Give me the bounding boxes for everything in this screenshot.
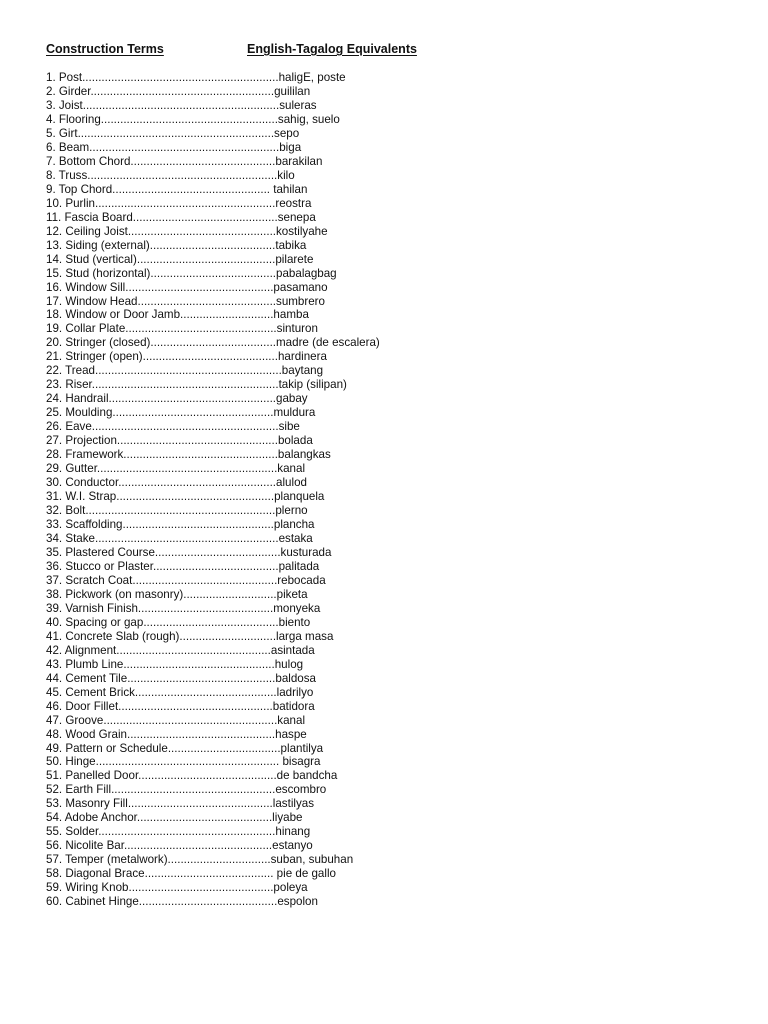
term-entry: 8. Truss...........................................................kilo <box>46 168 295 182</box>
term-entry: 7. Bottom Chord.............................................barakilan <box>46 154 323 168</box>
term-entry: 51. Panelled Door...........................................de bandcha <box>46 769 338 783</box>
term-entry: 24. Handrail....................................................gabay <box>46 392 308 406</box>
term-entry: 26. Eave..........................................................sibe <box>46 420 300 434</box>
term-entry: 53. Masonry Fill.............................................lastilyas <box>46 797 315 811</box>
term-entry: 19. Collar Plate...............................................sinturon <box>46 322 318 336</box>
term-entry: 45. Cement Brick............................................ladrilyo <box>46 685 314 699</box>
term-entry: 11. Fascia Board.............................................senepa <box>46 210 316 224</box>
term-entry: 52. Earth Fill...................................................escombro <box>46 783 327 797</box>
term-entry: 21. Stringer (open)..........................................hardinera <box>46 350 327 364</box>
term-entry: 47. Groove......................................................kanal <box>46 713 306 727</box>
term-entry: 20. Stringer (closed).......................................madre (de escalera) <box>46 336 380 350</box>
term-entry: 33. Scaffolding...............................................plancha <box>46 518 315 531</box>
term-entry: 14. Stud (vertical)...........................................pilarete <box>46 252 314 266</box>
term-entry: 54. Adobe Anchor..........................................liyabe <box>46 811 303 825</box>
term-entry: 25. Moulding..................................................muldura <box>46 406 316 420</box>
term-entry: 28. Framework................................................balangkas <box>46 448 331 462</box>
term-entry: 40. Spacing or gap..........................................biento <box>46 615 311 629</box>
term-entry: 46. Door Fillet................................................batidora <box>46 699 315 713</box>
term-entry: 32. Bolt...........................................................plerno <box>46 504 308 518</box>
term-entry: 35. Plastered Course.......................................kusturada <box>46 545 332 559</box>
term-entry: 58. Diagonal Brace........................................ pie de gallo <box>46 867 336 881</box>
term-entry: 31. W.I. Strap.................................................planquela <box>46 490 325 504</box>
document-header <box>46 42 466 60</box>
term-entry: 2. Girder.........................................................guililan <box>46 84 311 98</box>
term-entry: 13. Siding (external).......................................tabika <box>46 238 307 252</box>
term-entry: 56. Nicolite Bar..............................................estanyo <box>46 839 313 853</box>
term-list <box>46 71 446 909</box>
term-entry: 4. Flooring.......................................................sahig, suelo <box>46 112 340 126</box>
term-entry: 1. Post.............................................................haligE, poste <box>46 71 346 84</box>
term-entry: 42. Alignment................................................asintada <box>46 643 315 657</box>
term-entry: 41. Concrete Slab (rough)..............................larga masa <box>46 629 334 643</box>
term-entry: 43. Plumb Line...............................................hulog <box>46 657 304 671</box>
term-entry: 57. Temper (metalwork)................................suban, subuhan <box>46 853 354 867</box>
term-entry: 59. Wiring Knob.............................................poleya <box>46 881 308 895</box>
term-entry: 6. Beam...........................................................biga <box>46 140 302 154</box>
term-entry: 9. Top Chord................................................. tahilan <box>46 182 308 196</box>
term-entry: 38. Pickwork (on masonry).............................piketa <box>46 587 308 601</box>
term-entry: 44. Cement Tile..............................................baldosa <box>46 671 316 685</box>
term-entry: 49. Pattern or Schedule...................................plantilya <box>46 741 324 755</box>
term-entry: 30. Conductor.................................................alulod <box>46 476 307 490</box>
term-entry: 29. Gutter........................................................kanal <box>46 462 306 476</box>
term-entry: 55. Solder.......................................................hinang <box>46 825 311 839</box>
term-entry: 12. Ceiling Joist..............................................kostilyahe <box>46 224 328 238</box>
term-entry: 48. Wood Grain..............................................haspe <box>46 727 307 741</box>
term-entry: 27. Projection..................................................bolada <box>46 434 313 448</box>
tagalog-equivalents-heading: English-Tagalog Equivalents <box>247 42 417 56</box>
term-entry: 5. Girt.............................................................sepo <box>46 126 300 140</box>
term-entry: 22. Tread..........................................................baytang <box>46 364 324 378</box>
term-entry: 23. Riser..........................................................takip (silipan) <box>46 378 347 392</box>
term-entry: 18. Window or Door Jamb.............................hamba <box>46 308 309 322</box>
term-entry: 36. Stucco or Plaster.......................................palitada <box>46 559 320 573</box>
term-entry: 3. Joist.............................................................suleras <box>46 98 317 112</box>
term-entry: 10. Purlin........................................................reostra <box>46 196 312 210</box>
term-entry: 39. Varnish Finish..........................................monyeka <box>46 601 321 615</box>
term-entry: 34. Stake.........................................................estaka <box>46 531 313 545</box>
term-entry: 15. Stud (horizontal).......................................pabalagbag <box>46 266 337 280</box>
term-entry: 50. Hinge......................................................... bisagra <box>46 755 321 769</box>
term-entry: 16. Window Sill..............................................pasamano <box>46 280 328 294</box>
construction-terms-heading: Construction Terms <box>46 42 164 56</box>
term-entry: 37. Scratch Coat.............................................rebocada <box>46 573 326 587</box>
term-entry: 60. Cabinet Hinge...........................................espolon <box>46 895 318 909</box>
term-entry: 17. Window Head...........................................sumbrero <box>46 294 325 308</box>
